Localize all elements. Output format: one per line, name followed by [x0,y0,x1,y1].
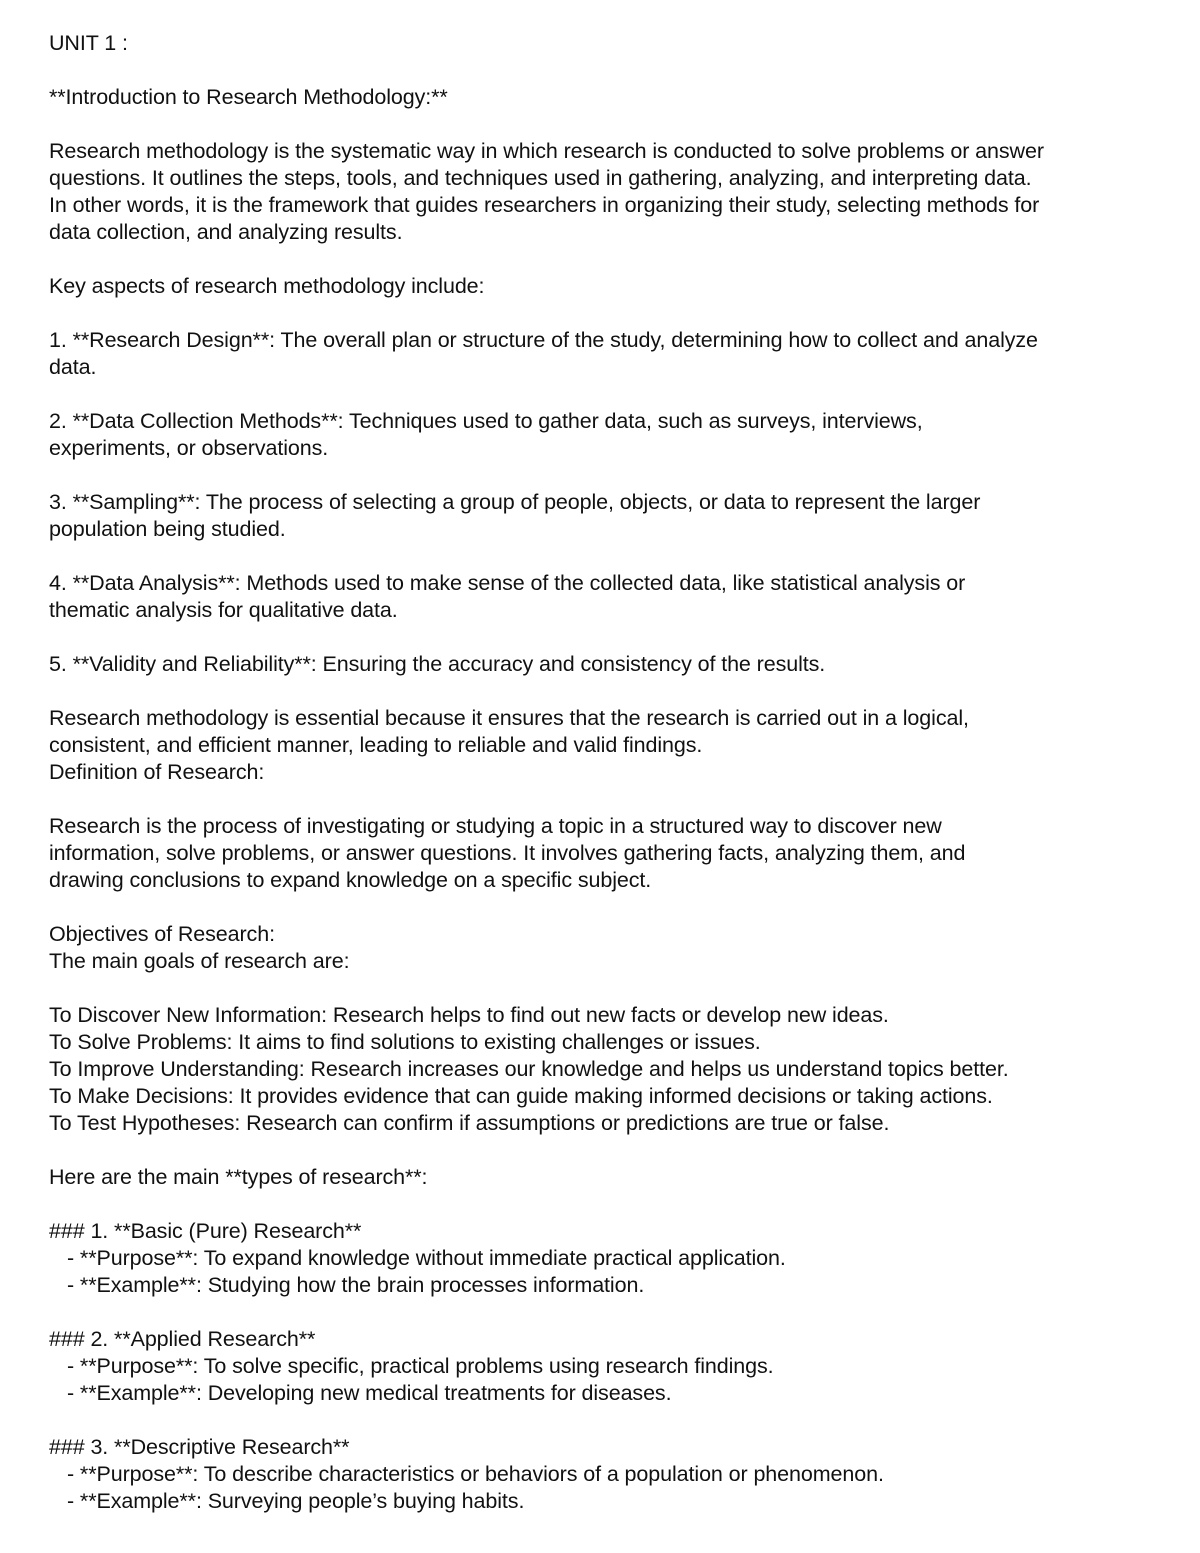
intro-heading: **Introduction to Research Methodology:** [49,85,448,109]
key-aspects-intro: Key aspects of research methodology include: [49,274,485,298]
definition-paragraph [49,813,1164,894]
document-page [49,30,1164,1515]
research-type [49,1434,1164,1515]
research-type-purpose: - **Purpose**: To describe characteristics or behaviors of a population or phenomenon. [67,1462,884,1486]
objective-item: To Make Decisions: It provides evidence that can guide making informed decisions or taking actions. [49,1084,993,1108]
paragraph-line: questions. It outlines the steps, tools, and techniques used in gathering, analyzing, and interpreting data. [49,166,1032,190]
aspect-line: thematic analysis for qualitative data. [49,598,398,622]
paragraph-line: Research methodology is the systematic way in which research is conducted to solve problems or answer [49,139,1044,163]
objective-item: To Test Hypotheses: Research can confirm if assumptions or predictions are true or false. [49,1111,890,1135]
aspect-item [49,651,1164,678]
aspect-line: 4. **Data Analysis**: Methods used to make sense of the collected data, like statistical analysis or [49,571,966,595]
aspect-line: 3. **Sampling**: The process of selecting a group of people, objects, or data to represent the larger [49,490,981,514]
objective-item: To Improve Understanding: Research increases our knowledge and helps us understand topics better. [49,1057,1009,1081]
research-type-heading: ### 2. **Applied Research** [49,1327,316,1351]
objectives-list [49,1002,1164,1137]
types-intro: Here are the main **types of research**: [49,1165,428,1189]
research-type-purpose: - **Purpose**: To expand knowledge without immediate practical application. [67,1246,786,1270]
aspect-line: 1. **Research Design**: The overall plan or structure of the study, determining how to collect and analyze [49,328,1038,352]
aspect-item [49,327,1164,381]
aspect-line: data. [49,355,97,379]
aspect-line: population being studied. [49,517,286,541]
paragraph-line: consistent, and efficient manner, leading to reliable and valid findings. [49,733,703,757]
paragraph-line: data collection, and analyzing results. [49,220,403,244]
intro-paragraph [49,138,1164,246]
research-type [49,1218,1164,1299]
aspect-item [49,489,1164,543]
paragraph-line: information, solve problems, or answer questions. It involves gathering facts, analyzing them, and [49,841,966,865]
research-type-example: - **Example**: Studying how the brain processes information. [67,1273,645,1297]
aspect-line: 2. **Data Collection Methods**: Techniques used to gather data, such as surveys, interviews, [49,409,923,433]
paragraph-line: drawing conclusions to expand knowledge on a specific subject. [49,868,652,892]
paragraph-line: Research methodology is essential because it ensures that the research is carried out in a logical, [49,706,969,730]
aspect-item [49,570,1164,624]
objectives-heading: Objectives of Research: [49,922,275,946]
research-type-heading: ### 3. **Descriptive Research** [49,1435,350,1459]
aspect-line: 5. **Validity and Reliability**: Ensuring the accuracy and consistency of the results. [49,652,826,676]
essential-paragraph [49,705,1164,759]
paragraph-line: In other words, it is the framework that guides researchers in organizing their study, selecting methods for [49,193,1040,217]
objective-item: To Solve Problems: It aims to find solutions to existing challenges or issues. [49,1030,761,1054]
aspect-item [49,408,1164,462]
aspect-line: experiments, or observations. [49,436,329,460]
research-type-example: - **Example**: Developing new medical treatments for diseases. [67,1381,672,1405]
research-type-example: - **Example**: Surveying people’s buying habits. [67,1489,525,1513]
research-type-purpose: - **Purpose**: To solve specific, practical problems using research findings. [67,1354,774,1378]
research-type [49,1326,1164,1407]
objective-item: To Discover New Information: Research helps to find out new facts or develop new ideas. [49,1003,889,1027]
paragraph-line: Research is the process of investigating or studying a topic in a structured way to discover new [49,814,942,838]
unit-title: UNIT 1 : [49,31,128,55]
research-type-heading: ### 1. **Basic (Pure) Research** [49,1219,362,1243]
definition-heading: Definition of Research: [49,760,265,784]
objectives-intro: The main goals of research are: [49,949,350,973]
